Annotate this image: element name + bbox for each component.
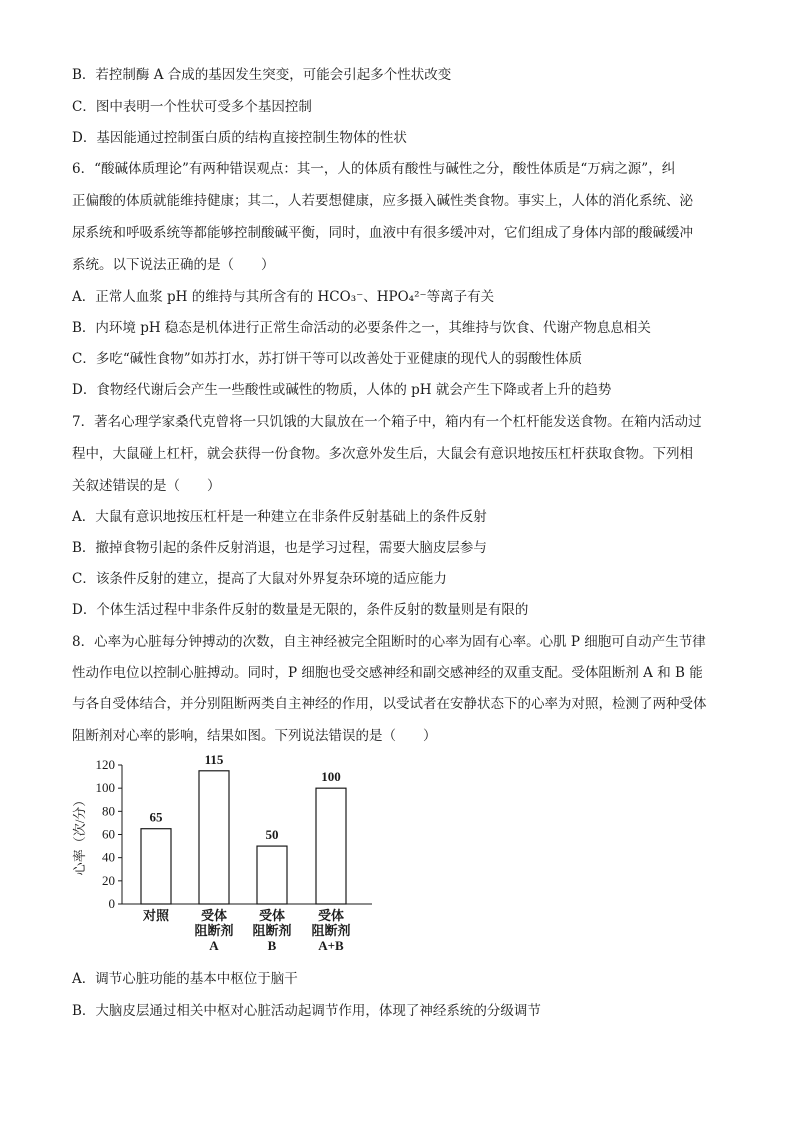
- y-tick-label: 80: [102, 803, 115, 819]
- x-category-label: 阻断剂: [311, 923, 351, 938]
- bar-value-label: 115: [204, 752, 224, 767]
- bar-3: [257, 846, 287, 904]
- text-line: D．食物经代谢后会产生一些酸性或碱性的物质，人体的 pH 就会产生下降或者上升的趋势: [72, 382, 612, 398]
- x-category-label: 受体: [200, 908, 228, 923]
- text-line: 系统。以下说法正确的是（ ）: [72, 257, 275, 273]
- text-line: 正偏酸的体质就能维持健康；其二，人若要想健康，应多摄入碱性类食物。事实上，人体的消化系统、泌: [72, 193, 693, 209]
- x-category-label: 对照: [142, 908, 170, 923]
- text-line: A．大鼠有意识地按压杠杆是一种建立在非条件反射基础上的条件反射: [72, 509, 487, 525]
- y-tick-label: 0: [108, 896, 115, 911]
- text-line: B．撤掉食物引起的条件反射消退，也是学习过程，需要大脑皮层参与: [72, 540, 487, 556]
- y-axis-label: 心率（次/分）: [72, 793, 87, 876]
- text-line: D．基因能通过控制蛋白质的结构直接控制生物体的性状: [72, 130, 407, 146]
- text-line: 阻断剂对心率的影响，结果如图。下列说法错误的是（ ）: [72, 728, 437, 744]
- bar-value-label: 65: [149, 809, 163, 825]
- text-line: 6．“酸碱体质理论”有两种错误观点：其一，人的体质有酸性与碱性之分，酸性体质是“万病之源”，纠: [72, 161, 676, 177]
- y-tick-label: 40: [102, 849, 115, 865]
- option-line: B．大脑皮层通过相关中枢对心脏活动起调节作用，体现了神经系统的分级调节: [72, 1003, 541, 1019]
- y-tick-label: 60: [102, 826, 115, 842]
- bar-value-label: 100: [321, 769, 341, 785]
- y-tick-label: 120: [95, 757, 115, 772]
- text-line: C．该条件反射的建立，提高了大鼠对外界复杂环境的适应能力: [72, 571, 447, 587]
- x-category-label: B: [267, 938, 277, 953]
- heart-rate-bar-chart: [72, 752, 392, 962]
- text-line: 尿系统和呼吸系统等都能够控制酸碱平衡，同时，血液中有很多缓冲对，它们组成了身体内部的酸碱缓冲: [72, 225, 693, 241]
- text-line: 7．著名心理学家桑代克曾将一只饥饿的大鼠放在一个箱子中，箱内有一个杠杆能发送食物。在箱内活动过: [72, 414, 702, 430]
- bar-4: [316, 788, 346, 904]
- text-line: 关叙述错误的是（ ）: [72, 478, 221, 494]
- text-line: B．若控制酶 A 合成的基因发生突变，可能会引起多个性状改变: [72, 67, 452, 83]
- y-tick-label: 20: [102, 872, 115, 888]
- text-line: C．多吃“碱性食物”如苏打水，苏打饼干等可以改善处于亚健康的现代人的弱酸性体质: [72, 351, 583, 367]
- text-line: 与各自受体结合，并分别阻断两类自主神经的作用，以受试者在安静状态下的心率为对照，检测了两种受体: [72, 696, 707, 712]
- option-line: A．调节心脏功能的基本中枢位于脑干: [72, 971, 298, 987]
- text-line: 8．心率为心脏每分钟搏动的次数，自主神经被完全阻断时的心率为固有心率。心肌 P 细胞可自动产生节律: [72, 634, 706, 650]
- bar-2: [199, 771, 229, 904]
- x-category-label: A+B: [318, 938, 344, 953]
- y-tick-label: 100: [95, 780, 115, 796]
- text-line: D．个体生活过程中非条件反射的数量是无限的，条件反射的数量则是有限的: [72, 602, 529, 618]
- text-line: 程中，大鼠碰上杠杆，就会获得一份食物。多次意外发生后，大鼠会有意识地按压杠杆获取食物。下列相: [72, 446, 693, 462]
- text-line: A．正常人血浆 pH 的维持与其所含有的 HCO₃⁻、HPO₄²⁻等离子有关: [72, 289, 495, 305]
- bar-1: [141, 829, 171, 904]
- text-line: B．内环境 pH 稳态是机体进行正常生命活动的必要条件之一，其维持与饮食、代谢产物息息相关: [72, 320, 651, 336]
- x-category-label: 受体: [317, 908, 345, 923]
- x-category-label: 阻断剂: [252, 923, 292, 938]
- x-category-label: A: [209, 938, 219, 953]
- bar-value-label: 50: [265, 827, 279, 843]
- text-line: C．图中表明一个性状可受多个基因控制: [72, 99, 312, 115]
- x-category-label: 阻断剂: [194, 923, 234, 938]
- x-category-label: 受体: [258, 908, 286, 923]
- text-line: 性动作电位以控制心脏搏动。同时，P 细胞也受交感神经和副交感神经的双重支配。受体阻断剂 A 和 B 能: [72, 665, 703, 681]
